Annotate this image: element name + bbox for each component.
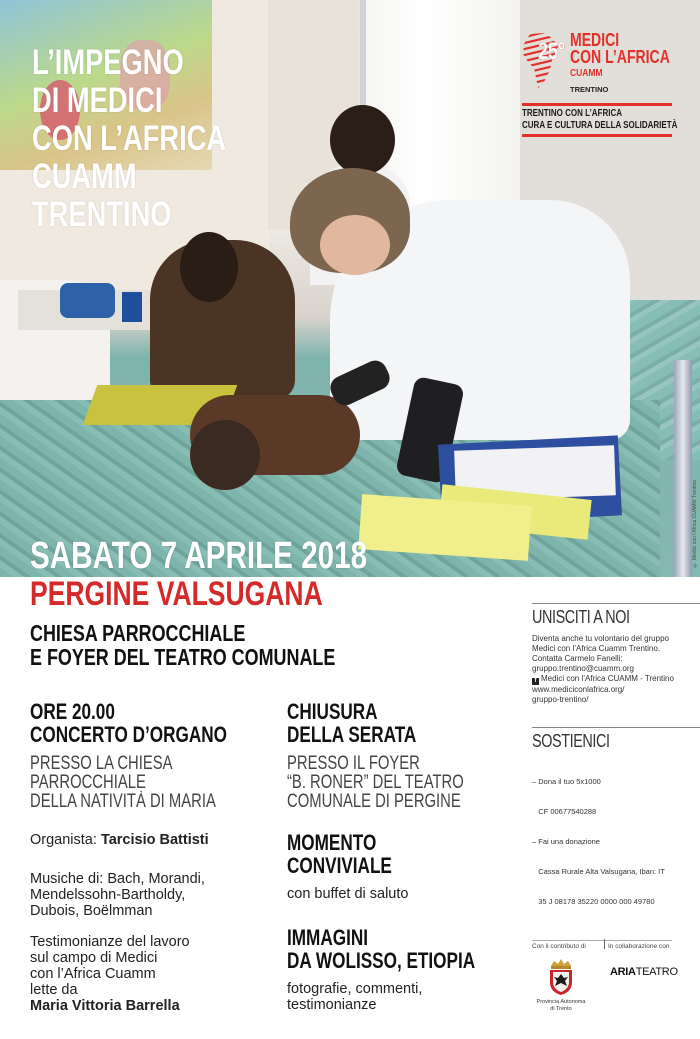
venue-line: E FOYER DEL TEATRO COMUNALE xyxy=(30,644,336,670)
images-desc-line: testimonianze xyxy=(287,997,377,1013)
join-divider xyxy=(532,603,700,604)
support-line: CF 00677540288 xyxy=(532,807,597,816)
testimony-line: lette da xyxy=(30,982,78,998)
logo-region: TRENTINO xyxy=(570,85,609,94)
testimony-line: con l’Africa Cuamm xyxy=(30,966,156,982)
support-title: SOSTIENICI xyxy=(532,731,610,751)
images-title-line: IMMAGINI xyxy=(287,925,369,950)
join-title: UNISCITI A NOI xyxy=(532,607,630,627)
closing-location xyxy=(287,754,514,811)
logo-divider-top xyxy=(522,103,672,106)
headline-line: L’IMPEGNO xyxy=(32,43,184,82)
concert-title: CONCERTO D’ORGANO xyxy=(30,722,228,747)
logo-divider-bottom xyxy=(522,134,672,137)
join-line: Diventa anche tu volontario del gruppo xyxy=(532,634,669,643)
venue-line: CHIESA PARROCCHIALE xyxy=(30,620,246,646)
province-line: di Trento xyxy=(550,1006,572,1012)
join-text xyxy=(532,634,700,705)
reception-title-line: MOMENTO xyxy=(287,830,377,855)
support-text xyxy=(532,757,700,917)
logo-title-line: MEDICI xyxy=(570,30,620,50)
logo-title-line: CON L’AFRICA xyxy=(570,47,670,67)
logo-subtitle: CUAMM xyxy=(570,68,603,79)
province-crest-icon xyxy=(548,958,574,996)
location-line: PRESSO IL FOYER xyxy=(287,753,420,774)
join-line: Medici con l’Africa Cuamm Trentino. xyxy=(532,644,661,653)
tagline-line: TRENTINO CON L’AFRICA xyxy=(522,108,622,119)
province-label xyxy=(532,999,590,1013)
partner-bold: ARIA xyxy=(610,966,636,978)
sponsors-divider xyxy=(532,940,672,941)
location-line: PARROCCHIALE xyxy=(30,772,146,793)
photo-mother-head xyxy=(180,232,238,302)
event-date xyxy=(30,536,462,576)
support-line: – Fai una donazione xyxy=(532,837,600,846)
sponsors-separator xyxy=(604,939,605,949)
facebook-icon: f xyxy=(532,678,539,685)
location-line: COMUNALE DI PERGINE xyxy=(287,791,461,812)
ariateatro-logo xyxy=(610,966,678,978)
tagline xyxy=(522,108,677,132)
reception-title-line: CONVIVIALE xyxy=(287,853,392,878)
testimonies xyxy=(30,934,190,1014)
concert-location xyxy=(30,754,268,811)
tagline-line: CURA E CULTURA DELLA SOLIDARIETÀ xyxy=(522,120,678,131)
testimony-line: sul campo di Medici xyxy=(30,950,158,966)
headline-line: CON L’AFRICA xyxy=(32,119,227,158)
support-line: – Dona il tuo 5x1000 xyxy=(532,777,601,786)
event-city xyxy=(30,576,405,612)
reader-name: Maria Vittoria Barrella xyxy=(30,998,180,1014)
organist-name: Tarcisio Battisti xyxy=(100,832,209,848)
headline-line: TRENTINO xyxy=(32,195,172,234)
music-list xyxy=(30,871,205,919)
photo-nurse-head xyxy=(330,105,395,175)
testimony-line: Testimonianze del lavoro xyxy=(30,934,190,950)
join-line: Contatta Carmelo Fanelli: xyxy=(532,654,623,663)
website-link[interactable]: gruppo-trentino/ xyxy=(532,695,589,704)
images-title-line: DA WOLISSO, ETIOPIA xyxy=(287,948,476,973)
photo-pot xyxy=(60,283,115,318)
event-city-text: PERGINE VALSUGANA xyxy=(30,575,323,613)
facebook-link[interactable] xyxy=(532,674,700,685)
music-line: Musiche di: Bach, Morandi, xyxy=(30,871,205,887)
photo-child-head xyxy=(190,420,260,490)
partner-light: TEATRO xyxy=(635,966,678,978)
images-desc-line: fotografie, commenti, xyxy=(287,981,423,997)
anniversary-badge: 25° xyxy=(538,38,566,65)
program-images xyxy=(287,926,528,972)
headline-line: CUAMM xyxy=(32,157,137,196)
photo-doctor-face xyxy=(320,215,390,275)
event-date-text: SABATO 7 APRILE 2018 xyxy=(30,535,368,577)
headline xyxy=(32,44,226,234)
photo-cup xyxy=(122,292,142,322)
support-line: Cassa Rurale Alta Valsugana, Iban: IT xyxy=(532,867,665,876)
organist-label: Organista: xyxy=(30,832,97,848)
organist xyxy=(30,832,209,848)
event-venue xyxy=(30,621,421,669)
photo-bed-rail xyxy=(674,360,692,577)
support-divider xyxy=(532,727,700,728)
concert-time: ORE 20.00 xyxy=(30,699,115,724)
music-line: Mendelssohn-Bartholdy, xyxy=(30,887,186,903)
music-line: Dubois, Boëlmman xyxy=(30,903,153,919)
location-line: PRESSO LA CHIESA xyxy=(30,753,173,774)
collaboration-label: In collaborazione con xyxy=(608,943,670,950)
location-line: DELLA NATIVITÀ DI MARIA xyxy=(30,791,216,812)
logo-title xyxy=(570,32,670,66)
location-line: “B. RONER” DEL TEATRO xyxy=(287,772,464,793)
closing-title-line: DELLA SERATA xyxy=(287,722,417,747)
images-desc xyxy=(287,981,422,1013)
facebook-text: Medici con l’Africa CUAMM - Trentino xyxy=(541,674,674,683)
join-email-link[interactable]: gruppo.trentino@cuamm.org xyxy=(532,664,634,673)
program-closing xyxy=(287,700,453,746)
program-concert xyxy=(30,700,283,746)
photo-credit: © Medici con l’Africa CUAMM Trentino xyxy=(692,480,698,568)
website-link[interactable]: www.mediciconlafrica.org/ xyxy=(532,685,625,694)
closing-title-line: CHIUSURA xyxy=(287,699,378,724)
contribution-label: Con il contributo di xyxy=(532,943,586,950)
province-line: Provincia Autonoma xyxy=(536,999,586,1005)
support-line: 35 J 08178 35220 0000 000 49780 xyxy=(532,897,655,906)
reception-desc: con buffet di saluto xyxy=(287,886,409,902)
headline-line: DI MEDICI xyxy=(32,81,163,120)
program-reception xyxy=(287,831,421,877)
